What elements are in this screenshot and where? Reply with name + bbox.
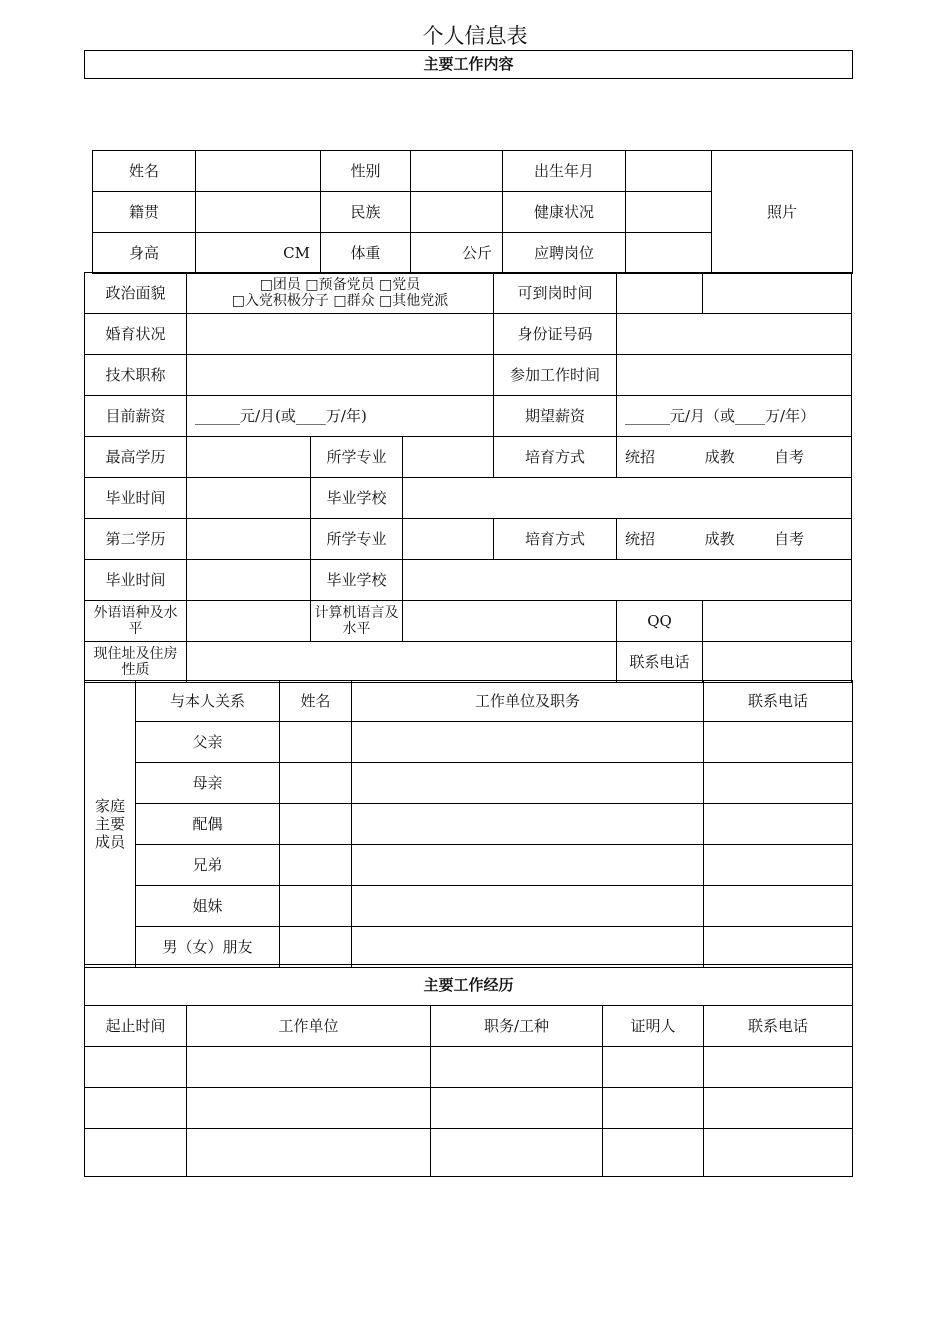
weight-unit: 公斤 <box>461 243 492 262</box>
family-name-field[interactable] <box>280 763 352 804</box>
name-field[interactable] <box>196 151 321 192</box>
relation-sister: 姐妹 <box>136 886 280 927</box>
height-label: 身高 <box>93 233 196 274</box>
exp-position-field[interactable] <box>431 1088 603 1129</box>
family-name-field[interactable] <box>280 927 352 968</box>
computer-label: 计算机语言及水平 <box>311 601 403 642</box>
marital-label: 婚育状况 <box>85 314 187 355</box>
relation-father: 父亲 <box>136 722 280 763</box>
political-label: 政治面貌 <box>85 273 187 314</box>
health-label: 健康状况 <box>503 192 626 233</box>
exp-header-position: 职务/工种 <box>431 1006 603 1047</box>
political-options-line1[interactable]: □团员 □预备党员 □党员 <box>259 277 421 293</box>
exp-referee-field[interactable] <box>603 1088 704 1129</box>
exp-employer-field[interactable] <box>187 1088 431 1129</box>
position-field[interactable] <box>626 233 712 274</box>
family-phone-field[interactable] <box>704 845 853 886</box>
exp-referee-field[interactable] <box>603 1047 704 1088</box>
grad-time2-field[interactable] <box>187 560 311 601</box>
salary-label: 目前薪资 <box>85 396 187 437</box>
birth-field[interactable] <box>626 151 712 192</box>
detail-info-table <box>84 272 852 683</box>
family-name-field[interactable] <box>280 722 352 763</box>
major2-field[interactable] <box>403 519 494 560</box>
table-row <box>85 845 853 886</box>
family-employer-field[interactable] <box>352 804 704 845</box>
lang-field[interactable] <box>187 601 311 642</box>
qq-field[interactable] <box>703 601 852 642</box>
lang-label: 外语语种及水平 <box>85 601 187 642</box>
train-options[interactable] <box>617 437 852 478</box>
major-field[interactable] <box>403 437 494 478</box>
ethnic-label: 民族 <box>321 192 411 233</box>
table-row <box>85 763 853 804</box>
exp-period-field[interactable] <box>85 1129 187 1177</box>
exp-phone-field[interactable] <box>704 1047 853 1088</box>
available-field[interactable] <box>617 273 703 314</box>
school-field[interactable] <box>403 478 852 519</box>
train-opt-2[interactable]: 成教 <box>704 447 735 466</box>
gender-field[interactable] <box>411 151 503 192</box>
address-field[interactable] <box>187 642 617 683</box>
table-row <box>85 1129 853 1177</box>
edu-label: 最高学历 <box>85 437 187 478</box>
work-start-label: 参加工作时间 <box>494 355 617 396</box>
salary-field[interactable]: ______元/月(或____万/年) <box>187 396 494 437</box>
table-row <box>85 722 853 763</box>
major2-label: 所学专业 <box>311 519 403 560</box>
experience-section-title: 主要工作经历 <box>85 965 853 1006</box>
id-field[interactable] <box>617 314 852 355</box>
table-row <box>85 804 853 845</box>
major-label: 所学专业 <box>311 437 403 478</box>
family-phone-field[interactable] <box>704 763 853 804</box>
exp-position-field[interactable] <box>431 1047 603 1088</box>
family-phone-field[interactable] <box>704 927 853 968</box>
family-name-field[interactable] <box>280 845 352 886</box>
family-section-text: 家庭主要成员 <box>94 797 125 851</box>
basic-info-table <box>92 150 853 274</box>
health-field[interactable] <box>626 192 712 233</box>
exp-phone-field[interactable] <box>704 1088 853 1129</box>
birth-label: 出生年月 <box>503 151 626 192</box>
exp-period-field[interactable] <box>85 1088 187 1129</box>
expect-salary-field[interactable]: ______元/月（或____万/年） <box>617 396 852 437</box>
photo-label: 照片 <box>766 202 797 221</box>
train2-opt-2[interactable]: 成教 <box>704 529 735 548</box>
family-phone-field[interactable] <box>704 722 853 763</box>
train-opt-1[interactable]: 统招 <box>625 447 656 466</box>
section-heading-work-content: 主要工作内容 <box>84 50 853 79</box>
exp-position-field[interactable] <box>431 1129 603 1177</box>
experience-table <box>84 964 853 1177</box>
work-start-field[interactable] <box>617 355 852 396</box>
family-header-employer: 工作单位及职务 <box>352 681 704 722</box>
available-label: 可到岗时间 <box>494 273 617 314</box>
political-options-line2[interactable]: □入党积极分子 □群众 □其他党派 <box>231 293 449 309</box>
family-name-field[interactable] <box>280 886 352 927</box>
edu-field[interactable] <box>187 437 311 478</box>
exp-referee-field[interactable] <box>603 1129 704 1177</box>
page-title: 个人信息表 <box>422 24 528 48</box>
qq-label: QQ <box>617 601 703 642</box>
family-employer-field[interactable] <box>352 763 704 804</box>
title-field[interactable] <box>187 355 494 396</box>
table-row <box>85 1047 853 1088</box>
relation-partner: 男（女）朋友 <box>136 927 280 968</box>
school-label: 毕业学校 <box>311 478 403 519</box>
exp-header-period: 起止时间 <box>85 1006 187 1047</box>
school2-label: 毕业学校 <box>311 560 403 601</box>
grad-time-field[interactable] <box>187 478 311 519</box>
family-employer-field[interactable] <box>352 722 704 763</box>
family-table <box>84 680 853 968</box>
political-options[interactable] <box>187 273 494 314</box>
name-label: 姓名 <box>93 151 196 192</box>
height-unit: CM <box>283 243 310 262</box>
exp-period-field[interactable] <box>85 1047 187 1088</box>
id-label: 身份证号码 <box>494 314 617 355</box>
family-employer-field[interactable] <box>352 845 704 886</box>
exp-employer-field[interactable] <box>187 1047 431 1088</box>
family-header-relation: 与本人关系 <box>136 681 280 722</box>
table-row <box>85 886 853 927</box>
photo-box[interactable] <box>712 151 853 274</box>
address-label: 现住址及住房性质 <box>85 642 187 683</box>
relation-spouse: 配偶 <box>136 804 280 845</box>
gender-label: 性别 <box>321 151 411 192</box>
relation-brother: 兄弟 <box>136 845 280 886</box>
exp-header-referee: 证明人 <box>603 1006 704 1047</box>
weight-field[interactable] <box>411 233 503 274</box>
family-employer-field[interactable] <box>352 886 704 927</box>
table-row <box>85 1088 853 1129</box>
edu2-label: 第二学历 <box>85 519 187 560</box>
position-label: 应聘岗位 <box>503 233 626 274</box>
train-label: 培育方式 <box>494 437 617 478</box>
family-phone-field[interactable] <box>704 804 853 845</box>
family-phone-field[interactable] <box>704 886 853 927</box>
relation-mother: 母亲 <box>136 763 280 804</box>
family-employer-field[interactable] <box>352 927 704 968</box>
native-field[interactable] <box>196 192 321 233</box>
weight-label: 体重 <box>321 233 411 274</box>
contact-field[interactable] <box>703 642 852 683</box>
train2-label: 培育方式 <box>494 519 617 560</box>
ethnic-field[interactable] <box>411 192 503 233</box>
family-header-phone: 联系电话 <box>704 681 853 722</box>
native-label: 籍贯 <box>93 192 196 233</box>
table-row <box>85 927 853 968</box>
available-extra-field[interactable] <box>703 273 852 314</box>
school2-field[interactable] <box>403 560 852 601</box>
train-opt-3[interactable]: 自考 <box>774 447 805 466</box>
exp-header-phone: 联系电话 <box>704 1006 853 1047</box>
family-name-field[interactable] <box>280 804 352 845</box>
train2-opt-3[interactable]: 自考 <box>774 529 805 548</box>
computer-field[interactable] <box>403 601 617 642</box>
marital-field[interactable] <box>187 314 494 355</box>
contact-label: 联系电话 <box>617 642 703 683</box>
exp-employer-field[interactable] <box>187 1129 431 1177</box>
exp-header-employer: 工作单位 <box>187 1006 431 1047</box>
expect-salary-label: 期望薪资 <box>494 396 617 437</box>
title-label: 技术职称 <box>85 355 187 396</box>
family-header-name: 姓名 <box>280 681 352 722</box>
train2-options[interactable] <box>617 519 852 560</box>
exp-phone-field[interactable] <box>704 1129 853 1177</box>
family-section-label <box>85 681 136 968</box>
grad-time-label: 毕业时间 <box>85 478 187 519</box>
edu2-field[interactable] <box>187 519 311 560</box>
grad-time2-label: 毕业时间 <box>85 560 187 601</box>
train2-opt-1[interactable]: 统招 <box>625 529 656 548</box>
height-field[interactable] <box>196 233 321 274</box>
